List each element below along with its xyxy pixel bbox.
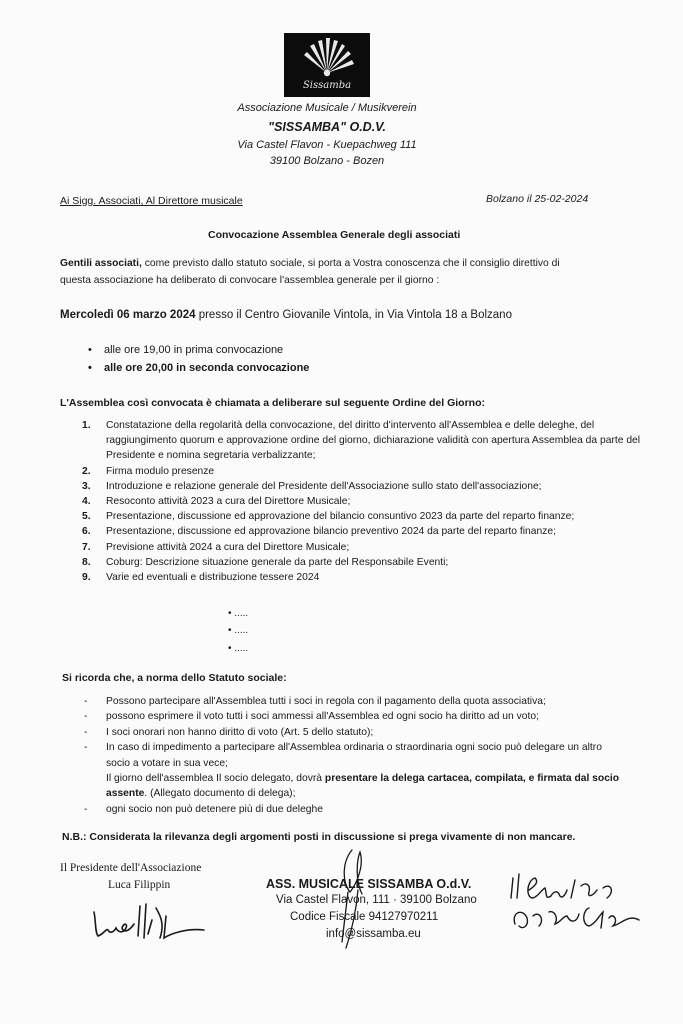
- intro-line-1: [60, 258, 560, 269]
- rules-list: [84, 694, 624, 817]
- meeting-place: presso il Centro Giovanile Vintola, in Via Vintola 18 a Bolzano: [195, 309, 512, 321]
- stamp-line-3: Codice Fiscale 94127970211: [290, 911, 439, 923]
- stamp-line-2: Via Castel Flavon, 111 · 39100 Bolzano: [276, 894, 477, 906]
- letter-date: Bolzano il 25-02-2024: [486, 193, 589, 205]
- agenda-subitem: • .....: [228, 608, 249, 619]
- agenda-subitem: • .....: [228, 625, 249, 636]
- agenda-item: 2. Firma modulo presenze: [82, 465, 215, 477]
- agenda-item: 4. Resoconto attività 2023 a cura del Direttore Musicale;: [82, 496, 351, 508]
- logo-text: Sissamba: [302, 80, 352, 91]
- second-convocation: • alle ore 20,00 in seconda convocazione: [88, 362, 310, 374]
- first-time: alle ore 19,00: [104, 344, 171, 356]
- association-name: Associazione Musicale / Musikverein: [237, 102, 417, 114]
- association-city: 39100 Bolzano - Bozen: [269, 155, 385, 167]
- intro-greeting: Gentili associati,: [60, 258, 142, 269]
- agenda-item: 7. Previsione attività 2024 a cura del Direttore Musicale;: [82, 541, 350, 553]
- president-signature: [90, 898, 210, 944]
- nb-note: N.B.: Considerata la rilevanza degli argomenti posti in discussione si prega vivamente di non mancare.: [62, 831, 576, 843]
- association-address: Via Castel Flavon - Kuepachweg 111: [237, 139, 417, 151]
- agenda-item: 5. Presentazione, discussione ed approvazione del bilancio consuntivo 2023 da parte del reparto finanze;: [82, 511, 575, 523]
- recipients: Ai Sigg. Associati, Al Direttore musicale: [60, 195, 243, 207]
- secretary-signature: [505, 868, 650, 938]
- stamp-line-1: ASS. MUSICALE SISSAMBA O.d.V.: [266, 877, 472, 891]
- agenda-item: 8. Coburg: Descrizione situazione generale da parte del Responsabile Eventi;: [82, 556, 449, 568]
- agenda-item: 1. Constatazione della regolarità della convocazione, del diritto d'intervento all'Assemblea e delle deleghe, del raggiungimento quorum e approvazione ordine del giorno, dichiarazione validità con apertura Assemblea da parte del Presidente e nomina segretaria verbalizzante;: [82, 420, 641, 462]
- agenda-item: 6. Presentazione, discussione ed approvazione bilancio preventivo 2024 da parte del reparto finanze;: [82, 526, 556, 538]
- second-time: alle ore 20,00: [104, 362, 174, 374]
- stamp-line-4: info@sissamba.eu: [326, 928, 421, 940]
- rules-title: Si ricorda che, a norma dello Statuto sociale:: [62, 672, 287, 684]
- rule-item: - ogni socio non può detenere più di due deleghe: [84, 803, 323, 815]
- rule-item: - Possono partecipare all'Assemblea tutti i soci in regola con il pagamento della quota associativa;: [84, 696, 546, 707]
- meeting-line: [60, 309, 512, 321]
- second-label: in seconda convocazione: [173, 362, 310, 374]
- meeting-date: Mercoledì 06 marzo 2024: [60, 309, 196, 321]
- rule-item: Il giorno dell'assemblea Il socio delegato, dovrà presentare la delega cartacea, compilata, e firmata dal socio assente. (Allegato documento di delega);: [106, 773, 620, 800]
- intro-text-1: come previsto dallo statuto sociale, si porta a Vostra conoscenza che il consiglio direttivo di: [141, 258, 560, 269]
- agenda-item: 3. Introduzione e relazione generale del Presidente dell'Associazione sullo stato dell'associazione;: [82, 480, 542, 492]
- agenda-item: 9. Varie ed eventuali e distribuzione tessere 2024: [82, 572, 320, 584]
- first-convocation: • alle ore 19,00 in prima convocazione: [88, 344, 284, 356]
- intro-line-2: questa associazione ha deliberato di convocare l'assemblea generale per il giorno :: [60, 275, 440, 286]
- rule-item: - possono esprimere il voto tutti i soci ammessi all'Assemblea ed ogni socio ha diritto ad un voto;: [84, 711, 539, 723]
- subject: Convocazione Assemblea Generale degli associati: [208, 229, 461, 241]
- association-title: "SISSAMBA" O.D.V.: [268, 120, 386, 134]
- agenda-subitem: • .....: [228, 643, 249, 654]
- rule-item: - I soci onorari non hanno diritto di voto (Art. 5 dello statuto);: [84, 726, 374, 738]
- stamp-signature: [312, 842, 392, 952]
- agenda-title: L'Assemblea così convocata è chiamata a deliberare sul seguente Ordine del Giorno:: [60, 397, 485, 409]
- first-label: in prima convocazione: [170, 344, 284, 356]
- fan-logo-icon: [284, 33, 370, 83]
- agenda-list: [82, 418, 642, 585]
- rule-item: - In caso di impedimento a partecipare all'Assemblea ordinaria o straordinaria ogni socio può delegare un altro socio a votare in sua vece;: [84, 742, 602, 769]
- president-name: Luca Filippin: [108, 879, 171, 891]
- president-title: Il Presidente dell'Associazione: [60, 862, 202, 874]
- sissamba-logo: [284, 33, 370, 97]
